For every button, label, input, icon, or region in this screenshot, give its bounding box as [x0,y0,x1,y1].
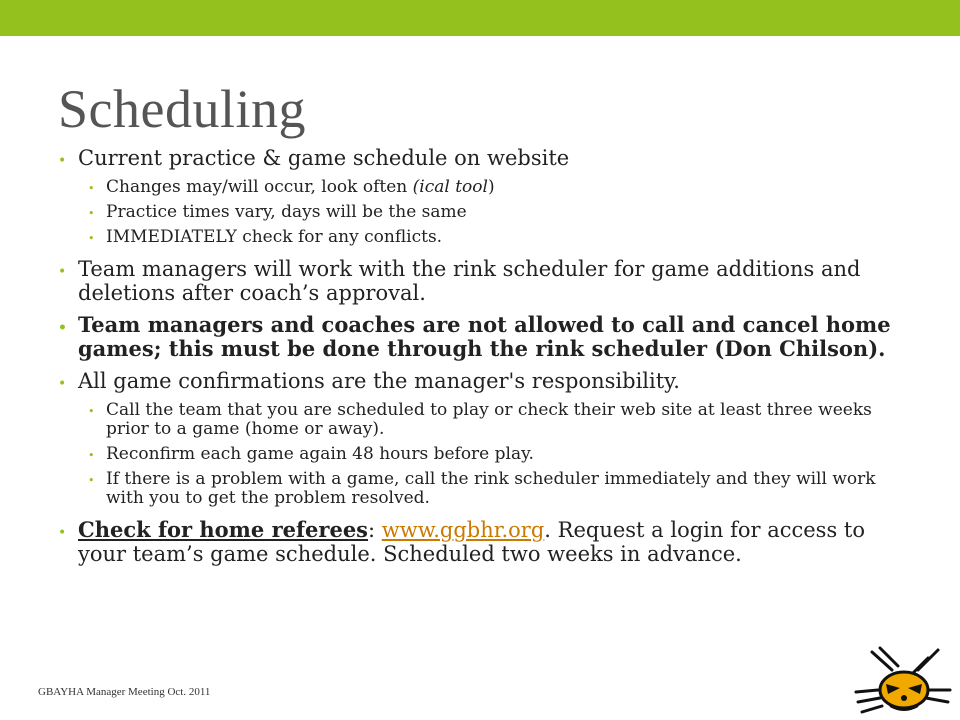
sub-bullet-reconfirm: • Reconfirm each game again 48 hours before play. [88,444,534,464]
bullet-team-managers: • Team managers will work with the rink scheduler for game additions and deletions after coach’s approval. [58,257,861,305]
bullet-dot-icon: • [58,153,67,169]
footer-text: GBAYHA Manager Meeting Oct. 2011 [38,686,211,698]
bullet-dot-icon: • [88,405,95,418]
bullet-dot-icon: • [88,182,95,195]
sub-bullet-changes: • Changes may/will occur, look often (ical tool) [88,177,495,197]
referees-link[interactable]: www.ggbhr.org [381,518,545,542]
slide-body [58,146,918,574]
sub-bullet-practice-times: • Practice times vary, days will be the same [88,202,467,222]
bullet-game-confirmations: • All game confirmations are the manager's responsibility. [58,369,918,393]
bullet-dot-icon: • [88,449,95,462]
bullet-dot-icon: • [88,232,95,245]
bullet-home-referees: • Check for home referees: www.ggbhr.org. Request a login for access to your team’s game schedule. Scheduled two weeks in advance. [58,517,865,566]
sub-bullet-call-team: • Call the team that you are scheduled to play or check their web site at least three weeks prior to a game (home or away). [88,400,872,439]
bullet-dot-icon: • [88,207,95,220]
bullet-dot-icon: • [58,376,67,392]
bullet-dot-icon: • [58,320,67,336]
bullet-dot-icon: • [88,474,95,487]
bullet-schedule-website: • Current practice & game schedule on website [58,146,918,170]
bullet-dot-icon: • [58,264,67,280]
bullet-dot-icon: • [58,525,67,541]
sub-bullet-problem: • If there is a problem with a game, call the rink scheduler immediately and they will work with you to get the problem resolved. [88,469,876,508]
slide-title: Scheduling [58,79,306,139]
sub-bullet-conflicts: • IMMEDIATELY check for any conflicts. [88,227,443,247]
bobcat-mascot-icon [842,640,960,720]
accent-top-bar [0,0,960,36]
bullet-cancel-games-warning: • Team managers and coaches are not allowed to call and cancel home games; this must be done through the rink scheduler (Don Chilson). [58,312,891,361]
